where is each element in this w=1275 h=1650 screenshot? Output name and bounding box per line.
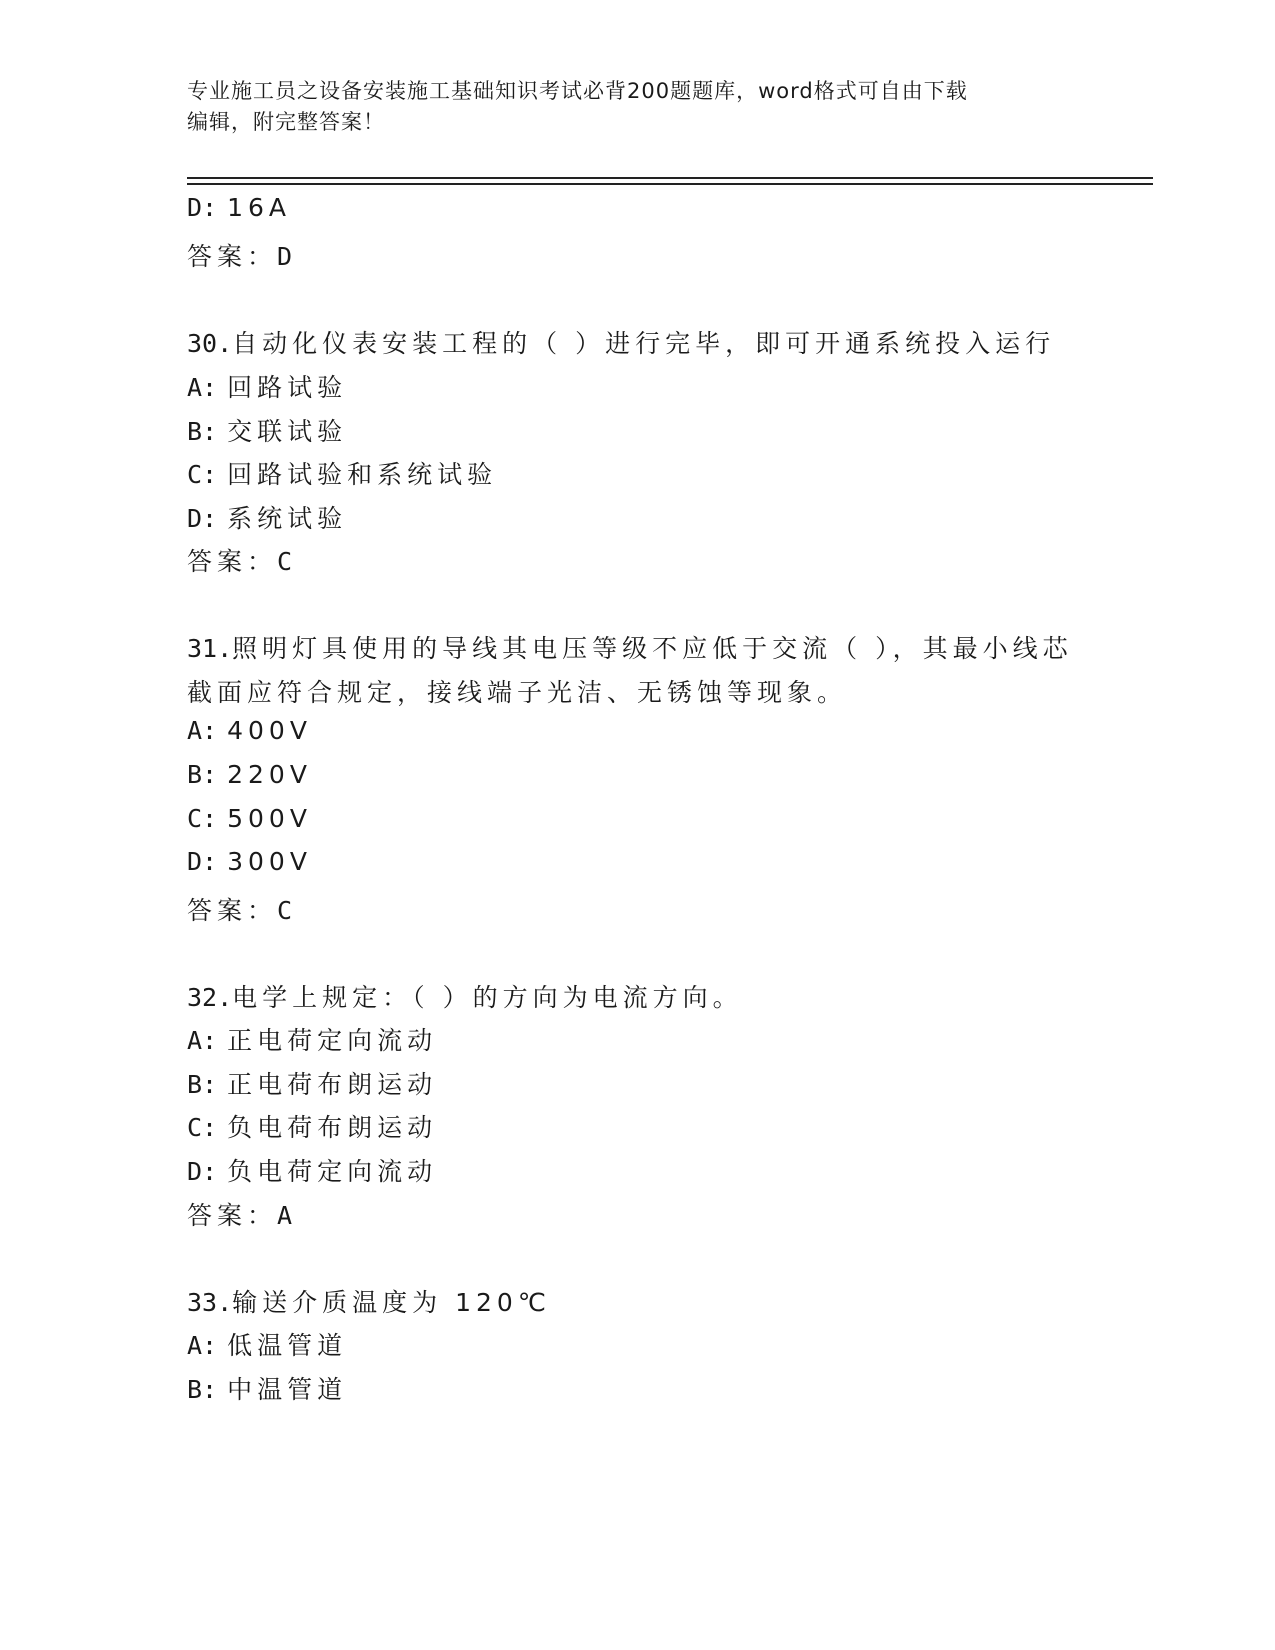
question-31-option-c <box>187 804 312 833</box>
question-text: 照明灯具使用的导线其电压等级不应低于交流（ ），其最小线芯 <box>232 634 1073 663</box>
question-31-stem-continued <box>187 673 847 709</box>
option-label: C: <box>187 1113 218 1142</box>
answer-value: C <box>277 896 293 925</box>
option-label: C: <box>187 460 218 489</box>
question-33-option-b <box>187 1370 347 1406</box>
question-number: 32. <box>187 983 233 1012</box>
question-33-stem <box>187 1283 551 1319</box>
option-label: D: <box>187 847 218 876</box>
answer-label: 答案： <box>187 896 278 925</box>
question-30-option-d <box>187 499 347 535</box>
option-text: 220V <box>227 760 312 789</box>
question-30-stem <box>187 324 1055 360</box>
option-label: D: <box>187 504 218 533</box>
option-text: 中温管道 <box>227 1375 348 1404</box>
question-32-option-d <box>187 1152 437 1188</box>
question-31-stem <box>187 629 1073 665</box>
question-32-option-b <box>187 1065 437 1101</box>
question-text: 输送介质温度为 120℃ <box>232 1288 551 1317</box>
option-text: 回路试验 <box>227 373 348 402</box>
option-text: 正电荷布朗运动 <box>227 1070 438 1099</box>
question-33-option-a <box>187 1326 347 1362</box>
option-label: C: <box>187 804 218 833</box>
question-30-option-c <box>187 455 497 491</box>
answer-value: C <box>277 547 293 576</box>
question-30-answer <box>187 542 292 578</box>
answer-label: 答案： <box>187 1201 278 1230</box>
option-text: 300V <box>227 847 312 876</box>
option-text: 负电荷布朗运动 <box>227 1113 438 1142</box>
option-text: 400V <box>227 716 312 745</box>
question-32-stem <box>187 978 743 1014</box>
option-text: 16A <box>227 193 292 222</box>
answer-value: A <box>277 1201 293 1230</box>
option-text: 500V <box>227 804 312 833</box>
question-30-option-b <box>187 412 347 448</box>
option-text: 负电荷定向流动 <box>227 1157 438 1186</box>
option-text: 低温管道 <box>227 1331 348 1360</box>
option-text: 系统试验 <box>227 504 348 533</box>
question-31-option-b <box>187 760 312 789</box>
option-label: B: <box>187 1070 218 1099</box>
answer-label: 答案： <box>187 547 278 576</box>
question-32-option-a <box>187 1021 437 1057</box>
header-divider-top <box>187 177 1153 179</box>
option-label: A: <box>187 1331 218 1360</box>
option-label: D: <box>187 1157 218 1186</box>
question-32-answer <box>187 1196 292 1232</box>
option-label: B: <box>187 417 218 446</box>
question-number: 30. <box>187 329 233 358</box>
answer-prev <box>187 237 292 273</box>
option-label: B: <box>187 1375 218 1404</box>
question-31-option-a <box>187 716 312 745</box>
option-label: A: <box>187 716 218 745</box>
question-text: 截面应符合规定，接线端子光洁、无锈蚀等现象。 <box>187 678 848 707</box>
option-label: A: <box>187 373 218 402</box>
answer-value: D <box>277 242 293 271</box>
question-number: 31. <box>187 634 233 663</box>
header-title-line-2: 编辑，附完整答案！ <box>187 110 385 134</box>
question-text: 自动化仪表安装工程的（ ）进行完毕，即可开通系统投入运行 <box>232 329 1056 358</box>
question-number: 33. <box>187 1288 233 1317</box>
option-d-prev <box>187 193 291 222</box>
option-text: 回路试验和系统试验 <box>227 460 498 489</box>
document-header <box>187 76 1067 138</box>
option-label: A: <box>187 1026 218 1055</box>
question-30-option-a <box>187 368 347 404</box>
header-divider-bottom <box>187 183 1153 185</box>
question-31-option-d <box>187 847 312 876</box>
option-label: D: <box>187 193 218 222</box>
question-31-answer <box>187 891 292 927</box>
option-text: 正电荷定向流动 <box>227 1026 438 1055</box>
answer-label: 答案： <box>187 242 278 271</box>
question-32-option-c <box>187 1108 437 1144</box>
header-title-line-1: 专业施工员之设备安装施工基础知识考试必背200题题库，word格式可自由下载 <box>187 79 968 103</box>
option-label: B: <box>187 760 218 789</box>
question-text: 电学上规定：（ ）的方向为电流方向。 <box>232 983 743 1012</box>
option-text: 交联试验 <box>227 417 348 446</box>
